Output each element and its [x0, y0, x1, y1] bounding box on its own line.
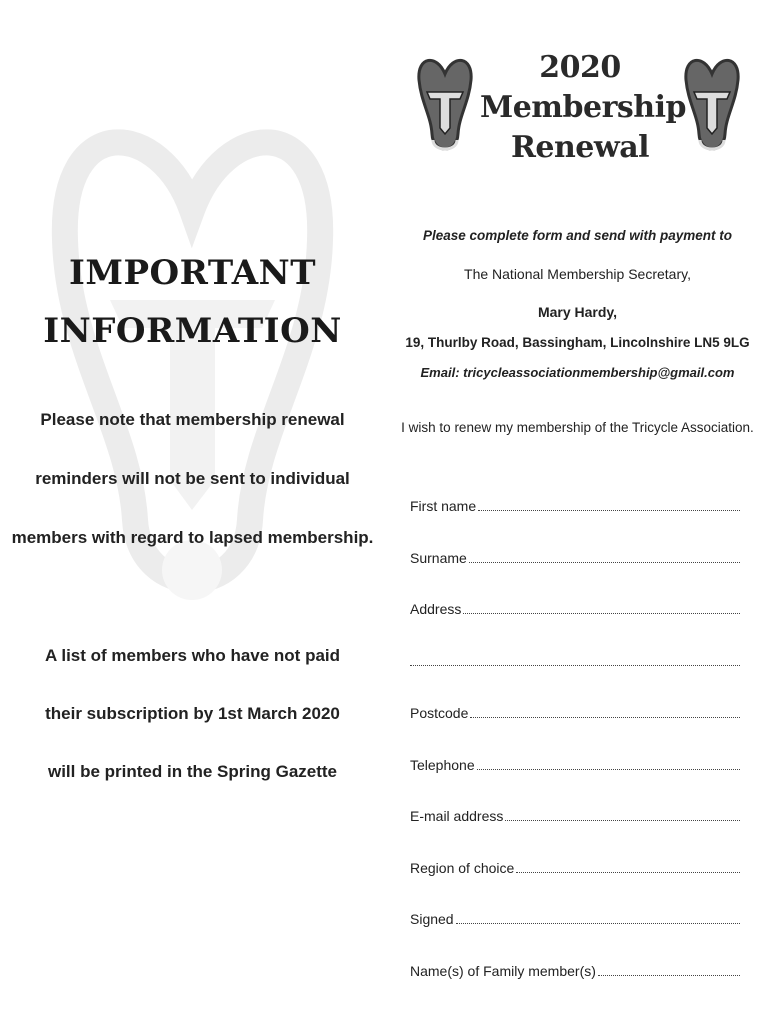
- telephone-field[interactable]: [410, 753, 740, 773]
- list-notice-line: their subscription by 1st March 2020: [45, 704, 340, 723]
- field-label: Telephone: [410, 757, 475, 773]
- association-logo-left-icon: [415, 52, 475, 160]
- postcode-field[interactable]: [410, 701, 740, 721]
- field-label: Region of choice: [410, 860, 515, 876]
- recipient-title: The National Membership Secretary,: [464, 266, 691, 282]
- renewal-heading: [480, 48, 686, 168]
- renewal-form-panel: [395, 0, 770, 1024]
- first-name-field[interactable]: [410, 494, 740, 514]
- important-title-line2: INFORMATION: [43, 311, 342, 351]
- association-logo-right-icon: [682, 52, 742, 160]
- association-logo-watermark: [40, 100, 345, 640]
- surname-field[interactable]: [410, 546, 740, 566]
- field-label: Name(s) of Family member(s): [410, 963, 596, 979]
- notice-line: Please note that membership renewal: [40, 410, 345, 429]
- recipient-address: 19, Thurlby Road, Bassingham, Lincolnshire LN5 9LG: [405, 335, 750, 350]
- field-label: Address: [410, 601, 462, 617]
- recipient-name: Mary Hardy,: [537, 304, 618, 320]
- field-label: First name: [410, 498, 477, 514]
- address-field[interactable]: [410, 597, 740, 617]
- notice-line: members with regard to lapsed membership.: [11, 528, 374, 547]
- field-label: Signed: [410, 911, 454, 927]
- heading-renewal: Renewal: [510, 130, 650, 165]
- family-members-field[interactable]: [410, 959, 740, 979]
- renewal-statement: I wish to renew my membership of the Tricycle Association.: [401, 420, 754, 435]
- region-of-choice-field[interactable]: [410, 856, 740, 876]
- address-line2-field[interactable]: [410, 649, 740, 669]
- signed-field[interactable]: [410, 907, 740, 927]
- notice-line: reminders will not be sent to individual: [35, 469, 350, 488]
- list-notice-line: will be printed in the Spring Gazette: [47, 762, 338, 781]
- heading-membership: Membership: [480, 90, 686, 125]
- heading-year: 2020: [539, 50, 621, 85]
- important-title: IMPORTANT: [68, 253, 317, 293]
- recipient-email: Email: tricycleassociationmembership@gmail.com: [420, 365, 735, 380]
- email-field[interactable]: [410, 804, 740, 824]
- instructions-intro: Please complete form and send with payment to: [422, 228, 733, 243]
- field-label: E-mail address: [410, 808, 504, 824]
- field-label: Surname: [410, 550, 467, 566]
- field-label: Postcode: [410, 705, 469, 721]
- list-notice-line: A list of members who have not paid: [44, 646, 341, 665]
